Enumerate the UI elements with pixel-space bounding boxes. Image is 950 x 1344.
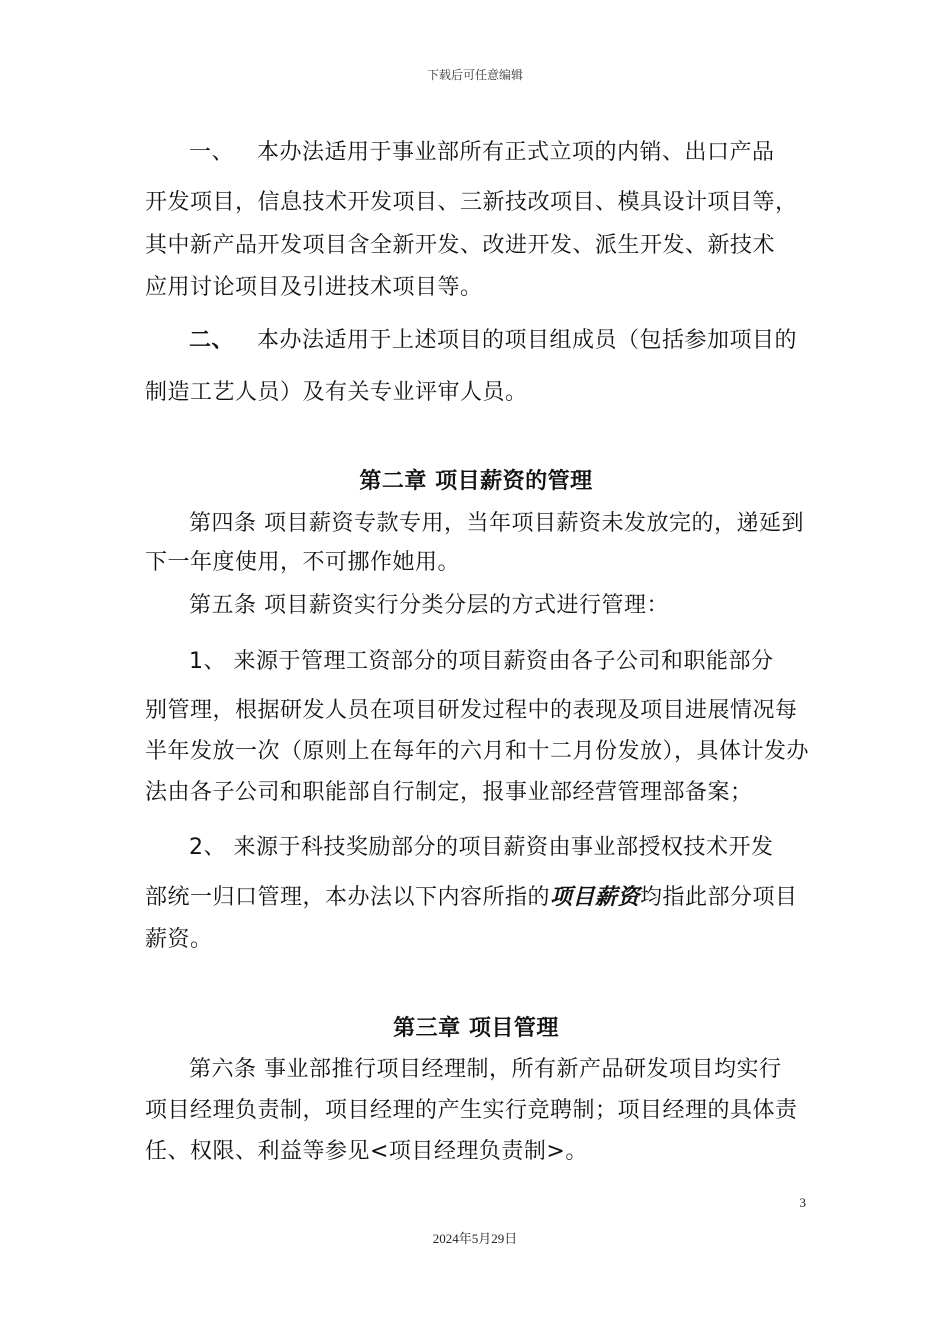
point2-line2: 部统一归口管理，本办法以下内容所指的项目薪资均指此部分项目 [145, 885, 798, 910]
article6-line1: 第六条 事业部推行项目经理制，所有新产品研发项目均实行 [189, 1057, 782, 1082]
point1-line1: 1、 来源于管理工资部分的项目薪资由各子公司和职能部分 [189, 649, 774, 674]
item1-line1: 一、 本办法适用于事业部所有正式立项的内销、出口产品 [189, 135, 775, 166]
point2-line1: 2、 来源于科技奖励部分的项目薪资由事业部授权技术开发 [189, 835, 774, 860]
point1-line3: 半年发放一次（原则上在每年的六月和十二月份发放），具体计发办 [145, 739, 810, 764]
chapter2-title: 第二章 项目薪资的管理 [359, 469, 593, 494]
point1-line4: 法由各子公司和职能部自行制定，报事业部经营管理部备案； [145, 780, 753, 805]
point1-line2: 别管理，根据研发人员在项目研发过程中的表现及项目进展情况每 [145, 698, 798, 723]
page-number: 3 [799, 1195, 806, 1210]
item1-line3: 其中新产品开发项目含全新开发、改进开发、派生开发、新技术 [145, 233, 776, 258]
article4-line1: 第四条 项目薪资专款专用，当年项目薪资未发放完的，递延到 [189, 511, 804, 536]
item1-line4: 应用讨论项目及引进技术项目等。 [145, 275, 483, 300]
page-footer-date: 2024年5月29日 [432, 1231, 518, 1246]
article6-line2: 项目经理负责制，项目经理的产生实行竞聘制；项目经理的具体责 [145, 1098, 798, 1123]
page-header: 下载后可任意编辑 [426, 68, 523, 82]
item2-line2: 制造工艺人员）及有关专业评审人员。 [145, 380, 528, 405]
emphasis-project-salary: 项目薪资 [550, 885, 641, 910]
item1-line2: 开发项目，信息技术开发项目、三新技改项目、模具设计项目等， [145, 190, 798, 215]
chapter3-title: 第三章 项目管理 [393, 1016, 559, 1041]
point2-line3: 薪资。 [145, 927, 213, 952]
article6-line3: 任、权限、利益等参见<项目经理负责制>。 [145, 1139, 588, 1164]
item2-label: 二、 [189, 328, 235, 353]
article4-line2: 下一年度使用，不可挪作她用。 [145, 550, 461, 575]
article5-line: 第五条 项目薪资实行分类分层的方式进行管理： [189, 593, 669, 618]
item2-line1: 二、 本办法适用于上述项目的项目组成员（包括参加项目的 [189, 323, 797, 354]
item1-label: 一、 [189, 140, 235, 165]
